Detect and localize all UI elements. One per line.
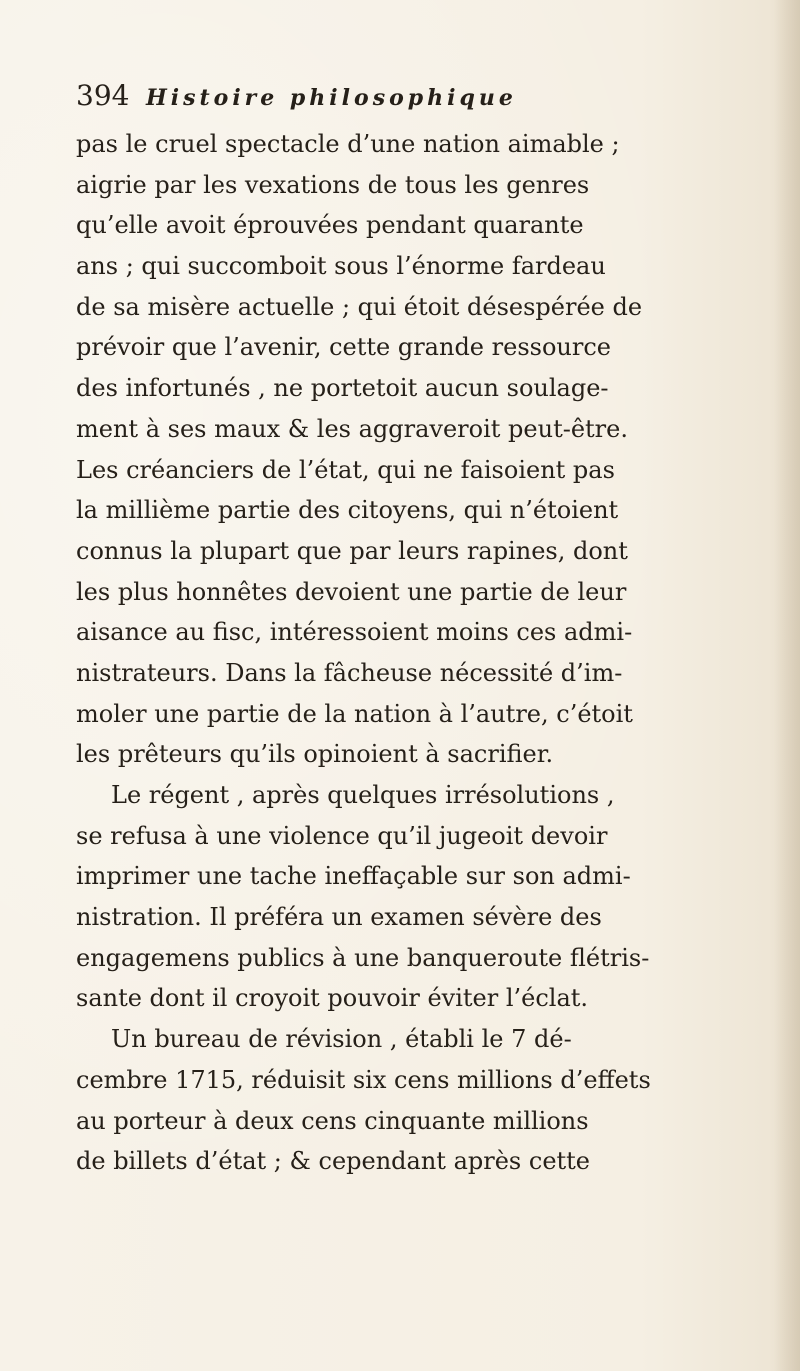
text-line: sante dont il croyoit pouvoir éviter l’éclat. [76,984,589,1013]
text-line: ans ; qui succomboit sous l’énorme fardeau [76,252,606,281]
body-text [76,124,776,1182]
page-edge-shadow [774,0,800,1371]
text-line: Un bureau de révision , établi le 7 dé- [111,1025,572,1054]
text-line: aisance au fisc, intéressoient moins ces admi- [76,618,633,647]
text-line: au porteur à deux cens cinquante millions [76,1106,589,1135]
text-line: les plus honnêtes devoient une partie de leur [76,577,627,606]
text-line: nistration. Il préféra un examen sévère des [76,903,602,932]
text-line: pas le cruel spectacle d’une nation aimable ; [76,130,620,158]
text-line: de sa misère actuelle ; qui étoit désespérée de [76,292,643,321]
text-line: de billets d’état ; & cependant après cette [76,1147,591,1176]
text-line: Le régent , après quelques irrésolutions , [111,781,615,809]
running-title: Histoire philosophique [145,85,517,111]
text-line: Les créanciers de l’état, qui ne faisoient pas [76,455,615,484]
running-header [76,72,736,116]
text-line: la millième partie des citoyens, qui n’étoient [76,496,619,525]
text-line: les prêteurs qu’ils opinoient à sacrifier. [76,740,554,769]
text-line: imprimer une tache ineffaçable sur son admi- [76,862,631,891]
text-line: des infortunés , ne portetoit aucun soulage- [76,374,609,403]
text-line: se refusa à une violence qu’il jugeoit devoir [76,821,608,850]
text-line: nistrateurs. Dans la fâcheuse nécessité d’im- [76,658,623,687]
text-line: aigrie par les vexations de tous les genres [76,170,590,199]
page-number: 394 [76,79,130,112]
text-line: connus la plupart que par leurs rapines, dont [76,536,628,565]
text-line: qu’elle avoit éprouvées pendant quarante [76,211,584,240]
text-line: moler une partie de la nation à l’autre, c’étoit [76,699,633,728]
text-line: engagemens publics à une banqueroute flétris- [76,943,650,972]
text-line: cembre 1715, réduisit six cens millions d’effets [76,1065,651,1094]
text-line: prévoir que l’avenir, cette grande ressource [76,333,611,362]
text-line: ment à ses maux & les aggraveroit peut-être. [76,414,628,443]
